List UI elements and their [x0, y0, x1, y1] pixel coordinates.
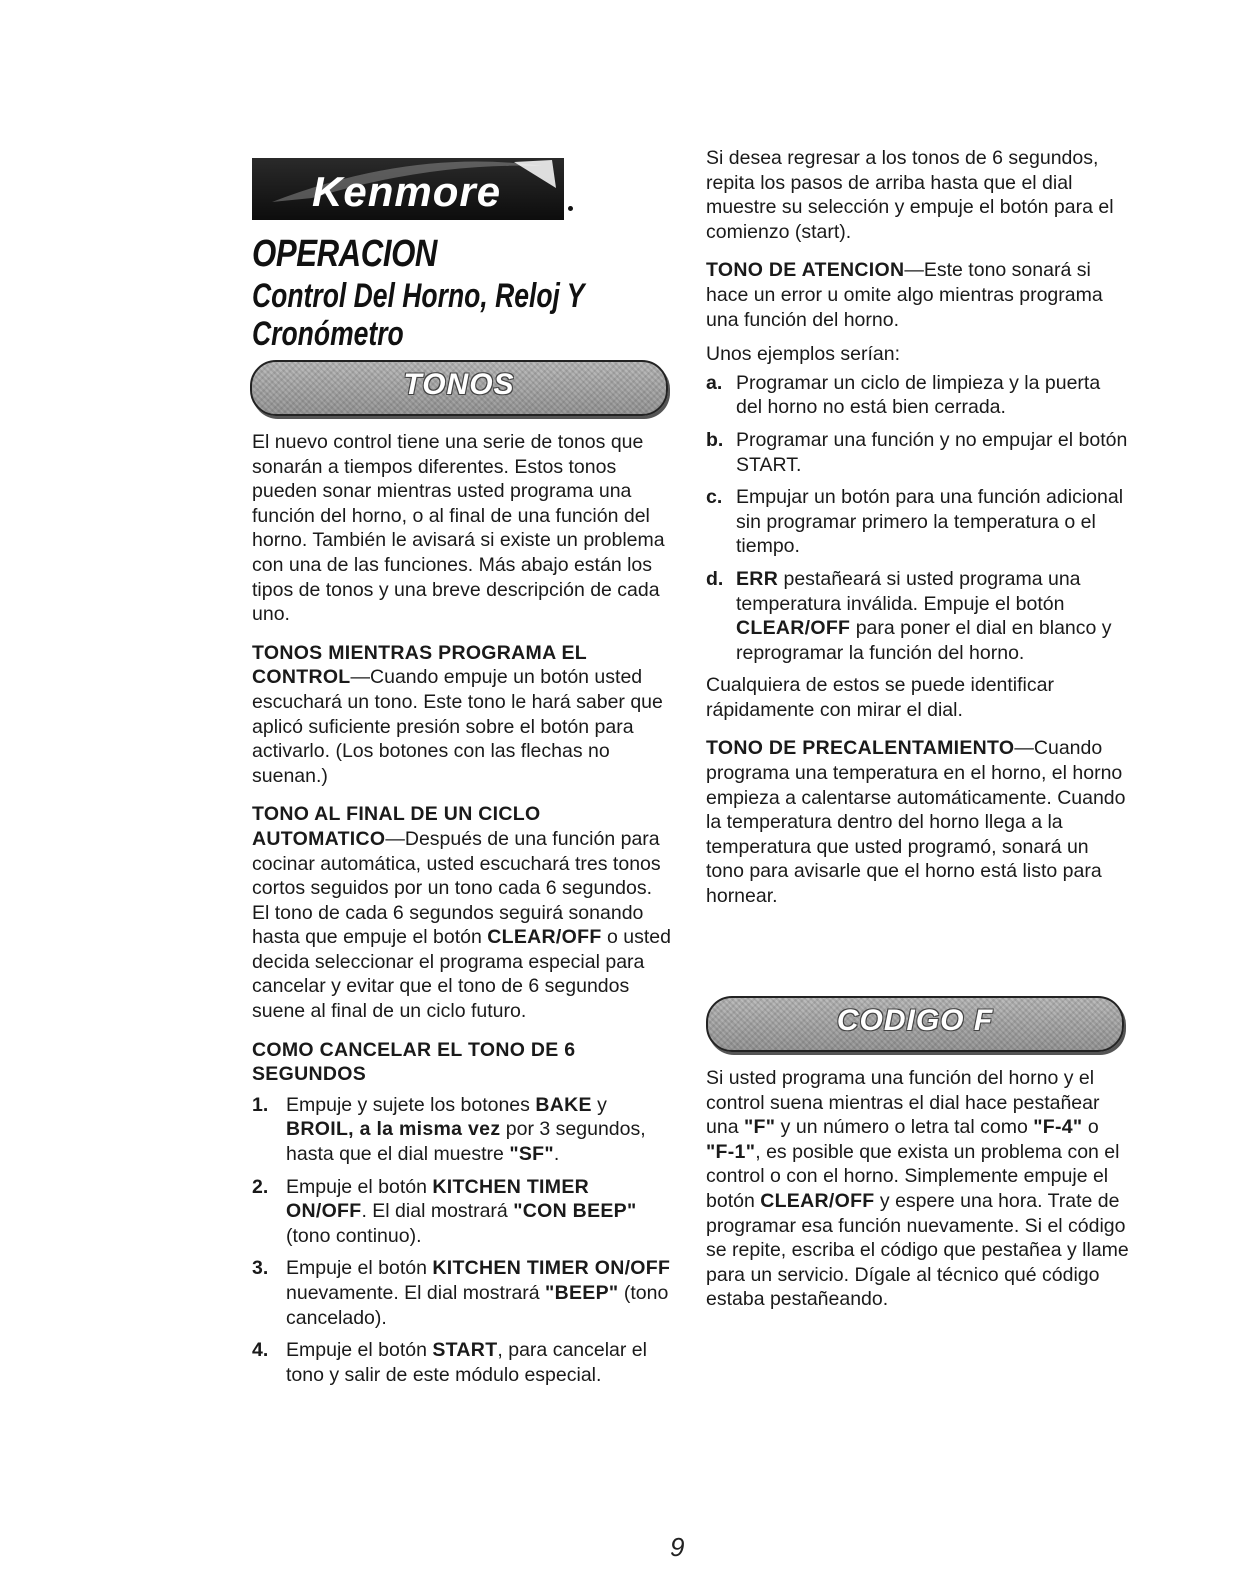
bold-term: "BEEP"	[545, 1282, 619, 1304]
bold-term: "CON BEEP"	[513, 1200, 637, 1223]
bold-term: START	[432, 1339, 498, 1362]
return-tones-paragraph: Si desea regresar a los tonos de 6 segundos, repita los pasos de arriba hasta que el dial muestre su selección y empuje el botón para el comienzo (start).	[706, 147, 1114, 243]
step-text: (tono continuo).	[286, 1224, 422, 1247]
examples-list	[706, 371, 1130, 666]
section-heading: TONO DE PRECALENTAMIENTO	[706, 737, 1015, 760]
example-letter: a.	[706, 371, 723, 394]
section-body: o usted decida seleccionar el programa especial para cancelar y evitar que el tono de 6 segundos suene al final de un ciclo futuro.	[252, 926, 671, 1023]
list-item	[252, 1256, 672, 1330]
step-text: Empuje el botón	[286, 1257, 433, 1280]
example-letter: c.	[706, 486, 723, 509]
example-text: pestañeará si usted programa una temperatura inválida. Empuje el botón	[736, 567, 1081, 615]
bold-term: "F-4"	[1033, 1116, 1083, 1139]
cancel-steps-list	[252, 1093, 672, 1388]
list-item	[252, 1093, 672, 1167]
tonos-banner-label: TONOS	[403, 368, 515, 401]
section-heading: TONO AL FINAL DE UN CICLO AUTOMATICO	[252, 803, 541, 850]
example-letter: b.	[706, 428, 724, 451]
step-text: nuevamente. El dial mostrará	[286, 1282, 546, 1304]
step-text: .	[553, 1143, 560, 1166]
section-heading: TONOS MIENTRAS PROGRAMA EL CONTROL	[252, 641, 587, 689]
bold-term: CLEAR/OFF	[736, 617, 851, 640]
example-text: Programar una función y no empujar el botón START.	[736, 428, 1128, 476]
example-text: para poner el dial en blanco y reprogramar la función del horno.	[736, 617, 1112, 664]
step-text: (tono cancelado).	[286, 1282, 669, 1329]
section-body: —Después de una función para cocinar automática, usted escuchará tres tonos cortos seguidos por un tono cada 6 segundos. El tono de cada 6 segundos seguirá sonando hasta que empuje el botón	[252, 827, 661, 949]
step-text: Empuje el botón	[286, 1175, 433, 1198]
step-number: 4.	[252, 1339, 269, 1362]
page-title: OPERACION	[252, 233, 438, 275]
section-precalentamiento	[706, 736, 1130, 908]
page-subtitle: Control Del Horno, Reloj Y Cronómetro	[252, 277, 585, 353]
section-tono-final	[252, 802, 672, 1023]
bold-term: "SF"	[509, 1143, 554, 1166]
tonos-intro: El nuevo control tiene una serie de tonos que sonarán a tiempos diferentes. Estos tonos pueden sonar mientras usted programa una función del horno, o al final de una función del horno. También le avisará si existe un problema con una de las funciones. Más abajo están los tipos de tonos y una breve descripción de cada uno.	[252, 431, 665, 626]
bold-term: CLEAR/OFF	[760, 1189, 875, 1212]
section-tono-atencion	[706, 258, 1130, 332]
logo-text: Kenmore	[312, 168, 502, 215]
bold-term: KITCHEN TIMER ON/OFF	[432, 1257, 671, 1280]
paragraph-text: Si usted programa una función del horno y el control suena mientras el dial hace pestañear una	[706, 1067, 1100, 1139]
section-body: —Cuando programa una temperatura en el horno, el horno empieza a calentarse automáticamente. Cuando la temperatura dentro del horno llega a la temperatura que usted programó, sonará un tono para avisarle que el horno está listo para hornear.	[706, 737, 1126, 908]
paragraph-text: o	[1082, 1116, 1099, 1139]
list-item	[706, 485, 1130, 559]
step-text: , para cancelar el tono y salir de este módulo especial.	[286, 1339, 647, 1386]
tonos-banner	[250, 360, 668, 416]
identify-paragraph: Cualquiera de estos se puede identificar rápidamente con mirar el dial.	[706, 674, 1054, 721]
logo-registered-dot	[568, 206, 573, 211]
section-body: —Cuando empuje un botón usted escuchará un tono. Este tono le hará saber que aplicó suficiente presión sobre el botón para activarlo. (Los botones con las flechas no suenan.)	[252, 666, 663, 787]
codigo-f-paragraph	[706, 1066, 1130, 1312]
left-column	[252, 430, 672, 1395]
step-number: 1.	[252, 1093, 269, 1116]
list-item	[706, 567, 1130, 665]
paragraph-text: y un número o letra tal como	[775, 1116, 1034, 1139]
kenmore-logo	[252, 158, 592, 222]
section-heading: TONO DE ATENCION	[706, 259, 905, 282]
step-number: 2.	[252, 1175, 269, 1198]
example-letter: d.	[706, 567, 724, 590]
step-text: y	[591, 1093, 607, 1116]
step-text: Empuje y sujete los botones	[286, 1093, 536, 1116]
codigo-f-banner	[706, 996, 1124, 1052]
bold-term: KITCHEN TIMER ON/OFF	[286, 1175, 590, 1223]
list-item	[706, 371, 1130, 420]
step-text: . El dial mostrará	[361, 1200, 514, 1223]
list-item	[706, 428, 1130, 477]
bold-term: ERR	[736, 567, 779, 590]
right-column-top	[706, 146, 1130, 909]
paragraph-text: , es posible que exista un problema con el control o con el horno. Simplemente empuje el botón	[706, 1140, 1120, 1212]
example-text: Empujar un botón para una función adicional sin programar primero la temperatura o el tiempo.	[736, 486, 1124, 558]
right-column-bottom	[706, 1066, 1130, 1312]
bold-term: CLEAR/OFF	[487, 926, 602, 949]
section-tonos-mientras	[252, 641, 672, 789]
bold-term: "F"	[743, 1116, 776, 1139]
step-text: Empuje el botón	[286, 1339, 433, 1362]
paragraph-text: y espere una hora. Trate de programar esa función nuevamente. Si el código se repite, escriba el código que pestañea y llame para un servicio. Dígale al técnico qué código estaba pestañeando.	[706, 1189, 1129, 1311]
section-body: —Este tono sonará si hace un error u omite algo mientras programa una función del horno.	[706, 259, 1103, 331]
examples-intro: Unos ejemplos serían:	[706, 343, 901, 366]
page-number: 9	[670, 1532, 685, 1562]
bold-term: BROIL, a la misma vez	[286, 1118, 501, 1141]
step-number: 3.	[252, 1257, 269, 1280]
codigo-f-banner-label: CODIGO F	[836, 1004, 994, 1037]
section-heading-cancelar: COMO CANCELAR EL TONO DE 6 SEGUNDOS	[252, 1038, 576, 1086]
example-text: Programar un ciclo de limpieza y la puerta del horno no está bien cerrada.	[736, 371, 1101, 419]
list-item	[252, 1175, 672, 1249]
step-text: por 3 segundos, hasta que el dial muestre	[286, 1118, 646, 1166]
bold-term: BAKE	[535, 1093, 592, 1116]
list-item	[252, 1338, 672, 1387]
bold-term: "F-1"	[706, 1140, 756, 1163]
